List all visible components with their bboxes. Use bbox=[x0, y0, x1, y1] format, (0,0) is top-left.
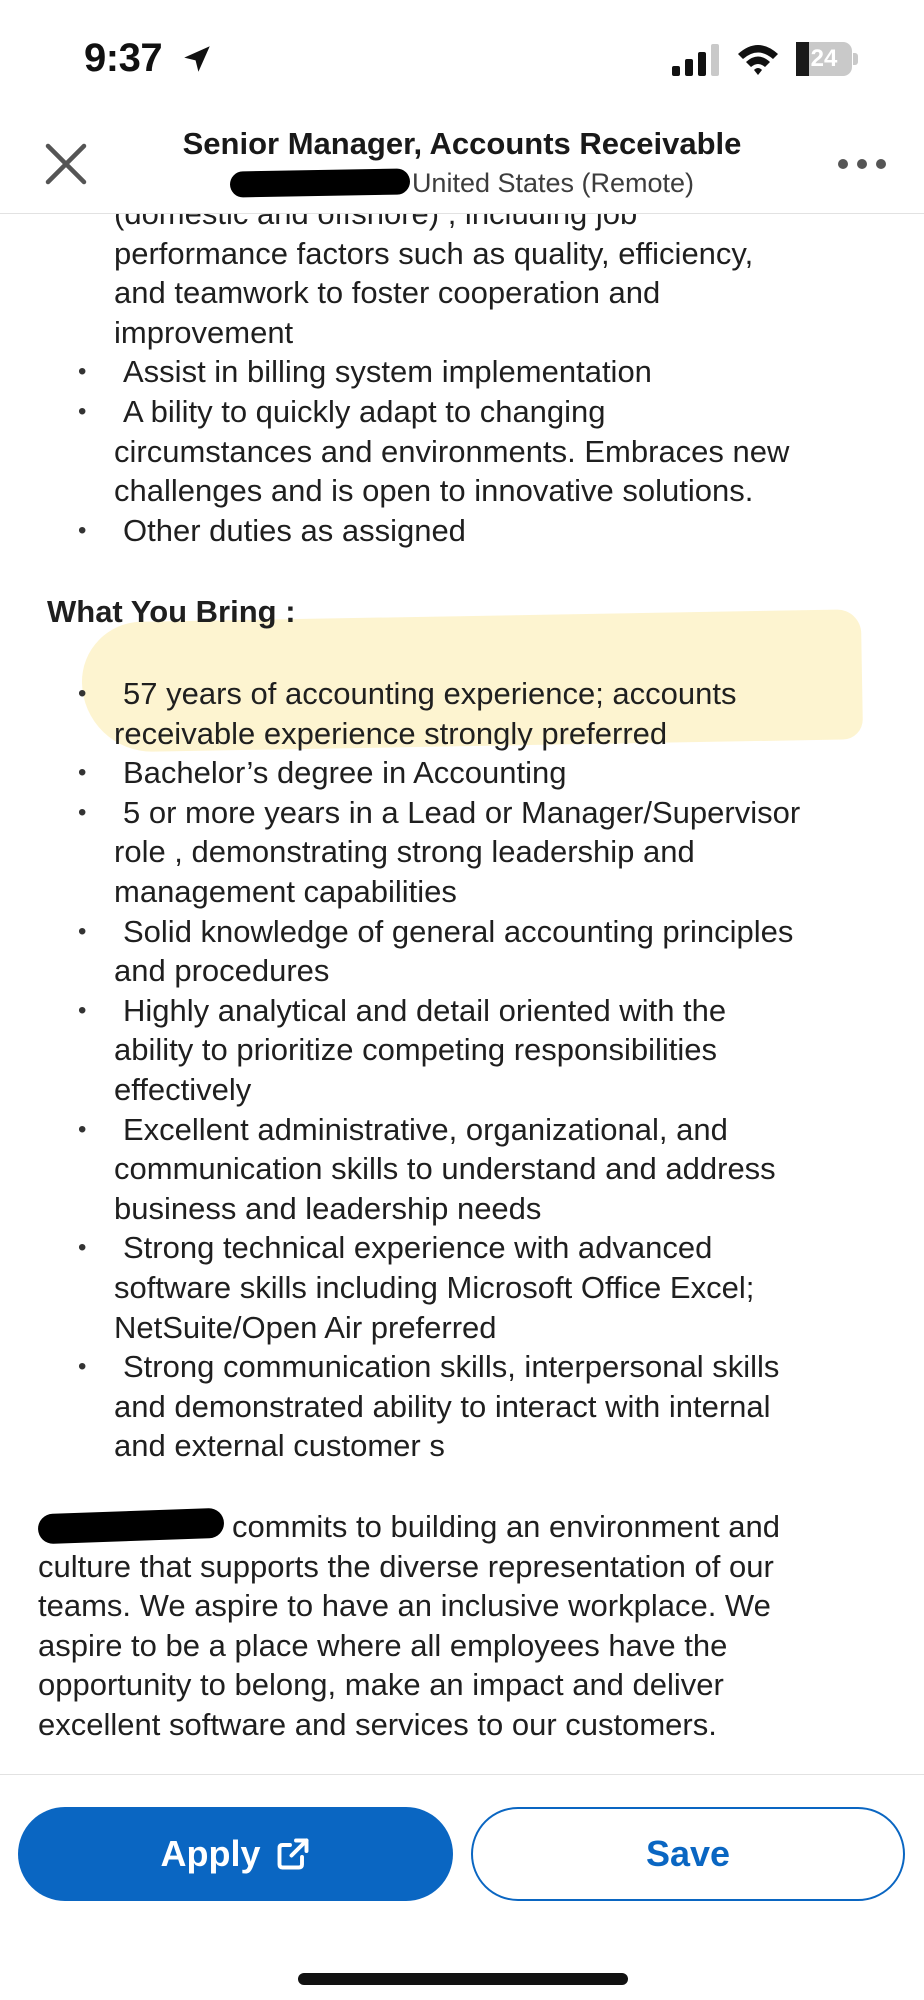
list-item bbox=[0, 753, 924, 793]
closing-line bbox=[38, 1507, 898, 1547]
home-indicator[interactable] bbox=[298, 1973, 628, 1985]
list-item-line: and external customer s bbox=[114, 1428, 445, 1464]
list-item-line: business and leadership needs bbox=[114, 1190, 542, 1226]
bullet-icon: • bbox=[78, 1234, 87, 1262]
status-time: 9:37 bbox=[84, 36, 163, 80]
closing-statement bbox=[38, 1507, 898, 1745]
list-item-line: effectively bbox=[114, 1071, 252, 1107]
list-item bbox=[0, 912, 924, 991]
bullet-icon: • bbox=[78, 358, 87, 386]
save-button[interactable]: Save bbox=[471, 1807, 905, 1901]
battery-level: 24 bbox=[810, 45, 838, 72]
list-item-line: ability to prioritize competing responsibilities bbox=[114, 1032, 718, 1068]
apply-label: Apply bbox=[160, 1833, 261, 1874]
duty-line: and teamwork to foster cooperation and bbox=[114, 275, 661, 311]
wifi-icon bbox=[736, 42, 780, 76]
list-item bbox=[0, 1228, 924, 1347]
bullet-icon: • bbox=[78, 996, 87, 1024]
list-item-line: Highly analytical and detail oriented with the bbox=[123, 992, 727, 1028]
job-location-row bbox=[0, 168, 924, 199]
job-location: United States (Remote) bbox=[411, 168, 695, 198]
bullet-icon: • bbox=[78, 759, 87, 787]
list-item bbox=[0, 793, 924, 912]
list-item-line: Solid knowledge of general accounting principles bbox=[123, 913, 794, 949]
job-header bbox=[0, 110, 924, 214]
redacted-company-name bbox=[230, 168, 410, 197]
closing-line: teams. We aspire to have an inclusive workplace. We bbox=[38, 1588, 771, 1624]
list-item-line: Excellent administrative, organizational, and bbox=[123, 1111, 728, 1147]
list-item bbox=[0, 1347, 924, 1466]
duty-continuation bbox=[0, 194, 924, 352]
bullet-icon: • bbox=[78, 397, 87, 425]
list-item-line: Other duties as assigned bbox=[123, 512, 466, 548]
requirements-list bbox=[0, 674, 924, 1466]
list-item bbox=[0, 991, 924, 1110]
closing-line: aspire to be a place where all employees have the bbox=[38, 1627, 728, 1663]
list-item-line: 57 years of accounting experience; accounts bbox=[123, 676, 737, 711]
battery-tip bbox=[853, 53, 858, 65]
duties-list bbox=[0, 194, 924, 550]
job-description[interactable] bbox=[0, 214, 924, 1774]
job-title: Senior Manager, Accounts Receivable bbox=[182, 126, 742, 161]
action-bar bbox=[0, 1774, 924, 2000]
duty-line: improvement bbox=[114, 314, 294, 350]
list-item-line: Strong communication skills, interpersonal skills bbox=[123, 1349, 780, 1385]
closing-line: opportunity to belong, make an impact and deliver bbox=[38, 1667, 724, 1703]
bullet-icon: • bbox=[78, 680, 87, 707]
list-item-line: A bility to quickly adapt to changing bbox=[123, 393, 606, 429]
external-link-icon bbox=[275, 1836, 311, 1872]
status-bar bbox=[0, 0, 924, 110]
list-item-line: challenges and is open to innovative solutions. bbox=[114, 473, 754, 509]
list-item-line: communication skills to understand and address bbox=[114, 1151, 776, 1187]
location-arrow-icon bbox=[180, 42, 214, 76]
duty-line: performance factors such as quality, efficiency, bbox=[114, 235, 754, 271]
list-item-line: circumstances and environments. Embraces new bbox=[114, 433, 790, 469]
bullet-icon: • bbox=[78, 798, 87, 826]
closing-text: commits to building an environment and bbox=[232, 1509, 780, 1544]
list-item bbox=[0, 1110, 924, 1229]
closing-line: culture that supports the diverse representation of our bbox=[38, 1548, 774, 1584]
section-heading-what-you-bring: What You Bring : bbox=[47, 594, 296, 629]
list-item-line: management capabilities bbox=[114, 873, 457, 909]
closing-line: excellent software and services to our customers. bbox=[38, 1706, 717, 1742]
more-options-icon[interactable] bbox=[836, 154, 888, 174]
list-item-line: Strong technical experience with advanced bbox=[123, 1230, 713, 1266]
battery-indicator bbox=[796, 42, 858, 76]
list-item-line: Assist in billing system implementation bbox=[123, 354, 652, 390]
bullet-icon: • bbox=[78, 1353, 87, 1381]
list-item-line: role , demonstrating strong leadership and bbox=[114, 834, 695, 870]
bullet-icon: • bbox=[78, 516, 87, 544]
list-item bbox=[0, 392, 924, 511]
list-item-line: software skills including Microsoft Office Excel; bbox=[114, 1269, 755, 1305]
bullet-icon: • bbox=[78, 917, 87, 945]
list-item-line: and demonstrated ability to interact with internal bbox=[114, 1388, 771, 1424]
list-item-line: receivable experience strongly preferred bbox=[114, 715, 668, 751]
list-item-line: NetSuite/Open Air preferred bbox=[114, 1309, 497, 1345]
list-item-line: 5 or more years in a Lead or Manager/Supervisor bbox=[123, 794, 801, 830]
list-item bbox=[0, 352, 924, 392]
list-item bbox=[0, 511, 924, 551]
battery-icon bbox=[796, 42, 852, 76]
list-item-line: and procedures bbox=[114, 953, 330, 989]
apply-button[interactable] bbox=[18, 1807, 453, 1901]
list-item-line: Bachelor’s degree in Accounting bbox=[123, 755, 567, 791]
list-item bbox=[0, 674, 924, 753]
redacted-company-name bbox=[38, 1508, 225, 1544]
bullet-icon: • bbox=[78, 1115, 87, 1143]
cellular-signal-icon bbox=[672, 44, 722, 76]
